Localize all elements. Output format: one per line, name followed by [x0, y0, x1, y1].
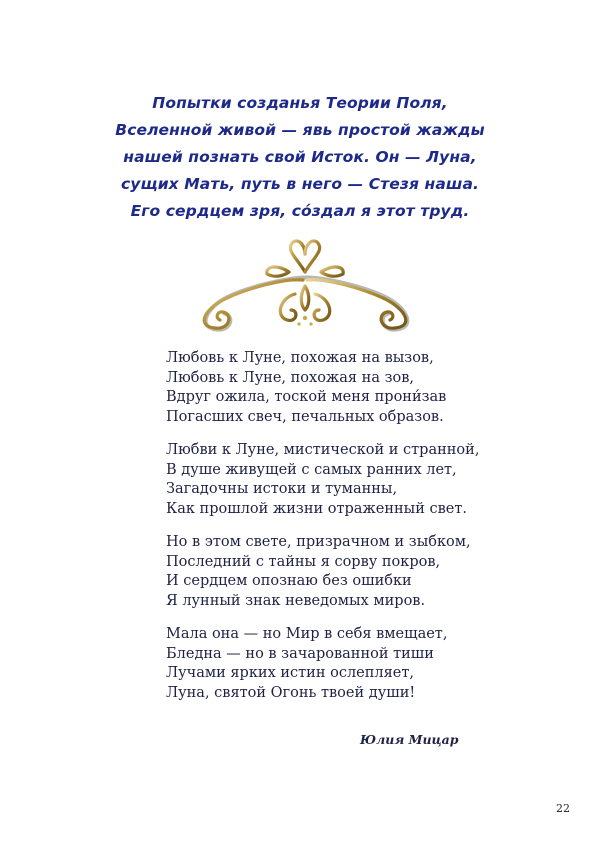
poem-stanza: [166, 533, 526, 611]
poem-line: Луна, святой Огонь твоей души!: [166, 684, 416, 701]
epigraph-line: Его сердцем зря, сóздал я этот труд.: [130, 202, 470, 220]
poem-line: Любовь к Луне, похожая на вызов,: [166, 350, 434, 366]
poem-line: Я лунный знак неведомых миров.: [166, 592, 426, 609]
poem-line: Вдруг ожила, тоской меня прони́зав: [166, 389, 447, 405]
poem-line: Мала она — но Мир в себя вмещает,: [166, 626, 448, 642]
poem-line: Любви к Луне, мистической и странной,: [166, 442, 480, 458]
poem-line: И сердцем опознаю без ошибки: [166, 573, 412, 589]
page-number: 22: [556, 802, 570, 815]
poem: [166, 349, 526, 717]
poem-stanza: [166, 625, 526, 703]
poem-line: Последний с тайны я сорву покров,: [166, 553, 441, 570]
epigraph: [0, 90, 600, 225]
epigraph-line: Вселенной живой — явь простой жажды: [115, 121, 485, 139]
poem-stanza: [166, 441, 526, 519]
epigraph-line: Попытки созданья Теории Поля,: [152, 94, 448, 112]
poem-line: Погасших свеч, печальных образов.: [166, 408, 444, 425]
poem-line: Лучами ярких истин ослепляет,: [166, 665, 414, 681]
poem-line: Как прошлой жизни отраженный свет.: [166, 500, 467, 517]
poem-line: Бледна — но в зачарованной тиши: [166, 645, 434, 662]
poem-line: В душе живущей с самых ранних лет,: [166, 461, 457, 478]
scroll-flourish-ornament-icon: [185, 236, 425, 340]
poem-line: Любовь к Луне, похожая на зов,: [166, 369, 414, 386]
poem-stanza: [166, 349, 526, 427]
epigraph-line: нашей познать свой Исток. Он — Луна,: [123, 148, 477, 166]
epigraph-line: сущих Мать, путь в него — Стезя наша.: [121, 175, 479, 193]
author-signature: Юлия Мицар: [360, 732, 459, 747]
poem-line: Но в этом свете, призрачном и зыбком,: [166, 534, 471, 550]
poem-line: Загадочны истоки и туманны,: [166, 481, 398, 497]
